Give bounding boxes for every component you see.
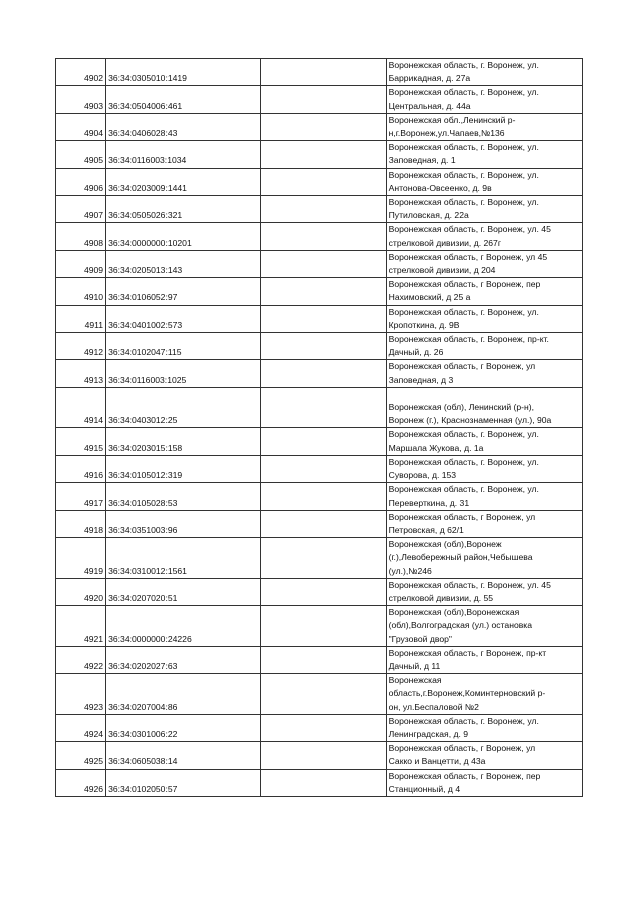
table-row — [56, 483, 583, 510]
cadastral-number: 36:34:0301006:22 — [106, 714, 261, 741]
table-row — [56, 360, 583, 387]
table-row — [56, 86, 583, 113]
address-cell: Воронежская область, г Воронеж, ул Сакко и Ванцетти, д 43а — [386, 742, 582, 769]
address-cell: Воронежская область, г. Воронеж, ул. Маршала Жукова, д. 1а — [386, 428, 582, 455]
row-number: 4925 — [56, 742, 106, 769]
empty-cell — [261, 769, 386, 796]
empty-cell — [261, 646, 386, 673]
row-number: 4911 — [56, 305, 106, 332]
address-cell: Воронежская область, г. Воронеж, ул. 45 стрелковой дивизии, д. 267г — [386, 223, 582, 250]
row-number: 4907 — [56, 196, 106, 223]
cadastral-number: 36:34:0207004:86 — [106, 674, 261, 715]
address-cell: Воронежская (обл), Ленинский (р-н), Воронеж (г.), Краснознаменная (ул.), 90а — [386, 387, 582, 428]
cadastral-number: 36:34:0116003:1034 — [106, 141, 261, 168]
empty-cell — [261, 141, 386, 168]
empty-cell — [261, 223, 386, 250]
cadastral-number: 36:34:0504006:461 — [106, 86, 261, 113]
address-cell: Воронежская (обл),Воронеж (г.),Левобережный район,Чебышева (ул.),№246 — [386, 538, 582, 579]
table-row — [56, 59, 583, 86]
empty-cell — [261, 360, 386, 387]
cadastral-number: 36:34:0401002:573 — [106, 305, 261, 332]
table-row — [56, 769, 583, 796]
cadastral-number: 36:34:0351003:96 — [106, 510, 261, 537]
address-cell: Воронежская область, г. Воронеж, ул. Центральная, д. 44а — [386, 86, 582, 113]
address-cell: Воронежская область, г Воронеж, пер Станционный, д 4 — [386, 769, 582, 796]
table-row — [56, 646, 583, 673]
row-number: 4902 — [56, 59, 106, 86]
cadastral-number: 36:34:0605038:14 — [106, 742, 261, 769]
empty-cell — [261, 510, 386, 537]
cadastral-number: 36:34:0205013:143 — [106, 250, 261, 277]
table-row — [56, 141, 583, 168]
row-number: 4908 — [56, 223, 106, 250]
empty-cell — [261, 742, 386, 769]
cadastral-number: 36:34:0202027:63 — [106, 646, 261, 673]
table-row — [56, 168, 583, 195]
cadastral-number: 36:34:0000000:24226 — [106, 606, 261, 647]
address-cell: Воронежская область, г. Воронеж, ул. Баррикадная, д. 27а — [386, 59, 582, 86]
table-row — [56, 223, 583, 250]
cadastral-number: 36:34:0310012:1561 — [106, 538, 261, 579]
row-number: 4916 — [56, 455, 106, 482]
empty-cell — [261, 196, 386, 223]
empty-cell — [261, 333, 386, 360]
address-cell: Воронежская область, г Воронеж, пер Нахимовский, д 25 а — [386, 278, 582, 305]
row-number: 4919 — [56, 538, 106, 579]
row-number: 4926 — [56, 769, 106, 796]
row-number: 4921 — [56, 606, 106, 647]
row-number: 4917 — [56, 483, 106, 510]
table-row — [56, 196, 583, 223]
address-cell: Воронежская область, г. Воронеж, ул. Кропоткина, д. 9В — [386, 305, 582, 332]
cadastral-number: 36:34:0207020:51 — [106, 578, 261, 605]
cadastral-number: 36:34:0105028:53 — [106, 483, 261, 510]
table-row — [56, 305, 583, 332]
table-row — [56, 578, 583, 605]
table-row — [56, 387, 583, 428]
table-row — [56, 333, 583, 360]
empty-cell — [261, 59, 386, 86]
row-number: 4918 — [56, 510, 106, 537]
row-number: 4904 — [56, 113, 106, 140]
empty-cell — [261, 455, 386, 482]
row-number: 4913 — [56, 360, 106, 387]
empty-cell — [261, 428, 386, 455]
table-row — [56, 714, 583, 741]
property-table — [55, 58, 583, 797]
document-page — [55, 58, 583, 797]
empty-cell — [261, 674, 386, 715]
empty-cell — [261, 86, 386, 113]
address-cell: Воронежская область, г. Воронеж, ул. Ленинградская, д. 9 — [386, 714, 582, 741]
empty-cell — [261, 483, 386, 510]
cadastral-number: 36:34:0102050:57 — [106, 769, 261, 796]
row-number: 4915 — [56, 428, 106, 455]
address-cell: Воронежская область, г Воронеж, ул Заповедная, д 3 — [386, 360, 582, 387]
empty-cell — [261, 606, 386, 647]
empty-cell — [261, 387, 386, 428]
table-row — [56, 742, 583, 769]
empty-cell — [261, 250, 386, 277]
row-number: 4923 — [56, 674, 106, 715]
address-cell: Воронежская область,г.Воронеж,Коминтерновский р- он, ул.Беспаловой №2 — [386, 674, 582, 715]
cadastral-number: 36:34:0105012:319 — [106, 455, 261, 482]
address-cell: Воронежская область, г. Воронеж, пр-кт. Дачный, д. 26 — [386, 333, 582, 360]
cadastral-number: 36:34:0203009:1441 — [106, 168, 261, 195]
empty-cell — [261, 305, 386, 332]
cadastral-number: 36:34:0403012:25 — [106, 387, 261, 428]
address-cell: Воронежская область, г. Воронеж, ул. 45 стрелковой дивизии, д. 55 — [386, 578, 582, 605]
table-row — [56, 455, 583, 482]
empty-cell — [261, 578, 386, 605]
empty-cell — [261, 538, 386, 579]
table-row — [56, 278, 583, 305]
table-row — [56, 250, 583, 277]
row-number: 4905 — [56, 141, 106, 168]
address-cell: Воронежская область, г. Воронеж, ул. Заповедная, д. 1 — [386, 141, 582, 168]
table-row — [56, 510, 583, 537]
address-cell: Воронежская область, г Воронеж, ул Петровская, д 62/1 — [386, 510, 582, 537]
cadastral-number: 36:34:0106052:97 — [106, 278, 261, 305]
row-number: 4910 — [56, 278, 106, 305]
address-cell: Воронежская область, г. Воронеж, ул. Суворова, д. 153 — [386, 455, 582, 482]
empty-cell — [261, 113, 386, 140]
address-cell: Воронежская область, г. Воронеж, ул. Путиловская, д. 22а — [386, 196, 582, 223]
table-row — [56, 538, 583, 579]
row-number: 4909 — [56, 250, 106, 277]
cadastral-number: 36:34:0102047:115 — [106, 333, 261, 360]
row-number: 4924 — [56, 714, 106, 741]
empty-cell — [261, 278, 386, 305]
row-number: 4922 — [56, 646, 106, 673]
row-number: 4920 — [56, 578, 106, 605]
cadastral-number: 36:34:0203015:158 — [106, 428, 261, 455]
address-cell: Воронежская область, г. Воронеж, ул. Антонова-Овсеенко, д. 9в — [386, 168, 582, 195]
table-row — [56, 113, 583, 140]
address-cell: Воронежская область, г. Воронеж, ул. Переверткина, д. 31 — [386, 483, 582, 510]
table-row — [56, 674, 583, 715]
property-table-body — [56, 59, 583, 797]
row-number: 4906 — [56, 168, 106, 195]
cadastral-number: 36:34:0305010:1419 — [106, 59, 261, 86]
empty-cell — [261, 168, 386, 195]
cadastral-number: 36:34:0406028:43 — [106, 113, 261, 140]
row-number: 4914 — [56, 387, 106, 428]
empty-cell — [261, 714, 386, 741]
cadastral-number: 36:34:0000000:10201 — [106, 223, 261, 250]
row-number: 4912 — [56, 333, 106, 360]
table-row — [56, 428, 583, 455]
address-cell: Воронежская область, г Воронеж, пр-кт Дачный, д 11 — [386, 646, 582, 673]
address-cell: Воронежская (обл),Воронежская (обл),Волгоградская (ул.) остановка "Грузовой двор" — [386, 606, 582, 647]
row-number: 4903 — [56, 86, 106, 113]
table-row — [56, 606, 583, 647]
address-cell: Воронежская обл.,Ленинский р- н,г.Воронеж,ул.Чапаев,№136 — [386, 113, 582, 140]
cadastral-number: 36:34:0116003:1025 — [106, 360, 261, 387]
cadastral-number: 36:34:0505026:321 — [106, 196, 261, 223]
address-cell: Воронежская область, г Воронеж, ул 45 стрелковой дивизии, д 204 — [386, 250, 582, 277]
